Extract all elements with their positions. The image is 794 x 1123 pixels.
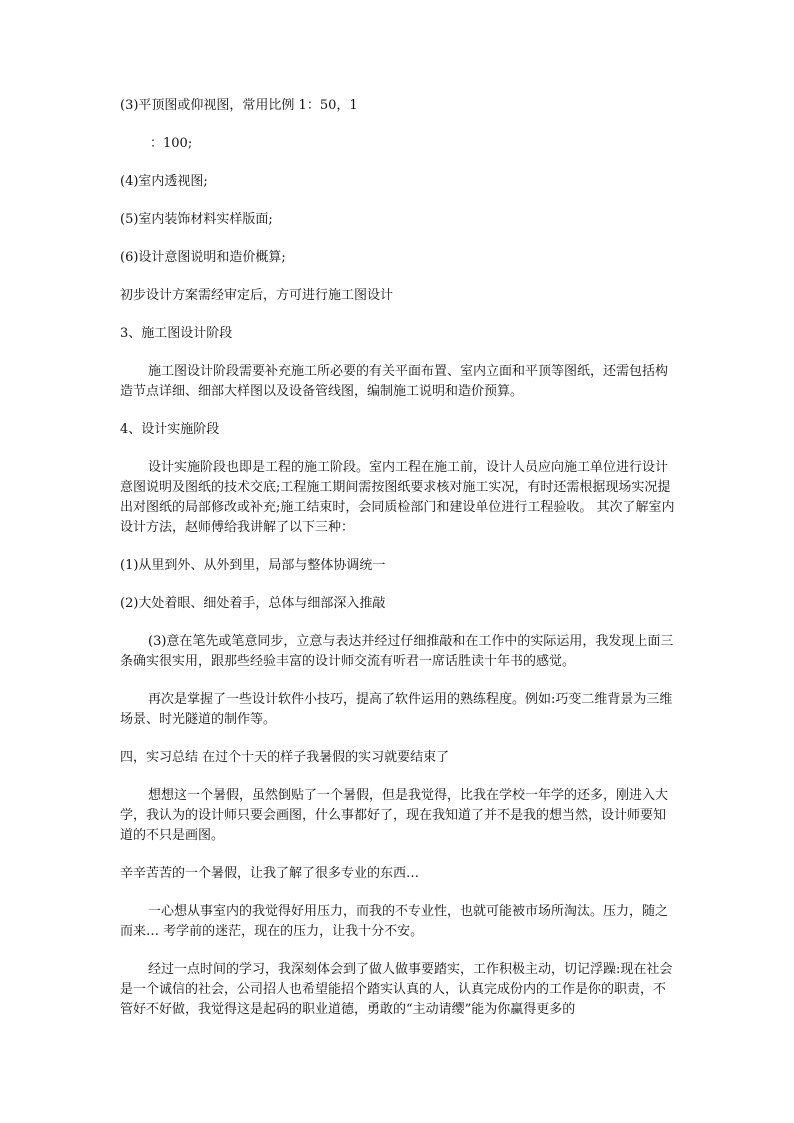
paragraph-work-attitude: 经过一点时间的学习，我深刻体会到了做人做事要踏实，工作积极主动，切记浮躁:现在社会是一个诚信的社会，公司招人也希望能招个踏实认真的人，认真完成份内的工作是你的职责，不管好不好做，我觉得这是起码的职业道德，勇敢的“主动请缨”能为你赢得更多的	[120, 962, 673, 1017]
paragraph-preliminary-approval: 初步设计方案需经审定后，方可进行施工图设计	[120, 288, 394, 303]
list-item-ceiling-plan-continuation: ：100;	[150, 136, 193, 151]
section-heading-summary: 四，实习总结 在过个十天的样子我暑假的实习就要结束了	[120, 750, 450, 765]
section-heading-implementation: 4、设计实施阶段	[120, 422, 220, 437]
paragraph-implementation: 设计实施阶段也即是工程的施工阶段。室内工程在施工前，设计人员应向施工单位进行设计意图说明及图纸的技术交底;工程施工期间需按图纸要求核对施工实况，有时还需根据现场实况提出对图纸的局部修改或补充;施工结束时，会同质检部门和建设单位进行工程验收。 其次了解室内设计方法，赵师傅给我讲解了以下三种：	[120, 460, 675, 535]
list-item-material-samples: (5)室内装饰材料实样版面;	[120, 212, 273, 227]
paragraph-summer-reflection: 想想这一个暑假，虽然倒贴了一个暑假，但是我觉得，比我在学校一年学的还多，刚进入大学，我认为的设计师只要会画图，什么事都好了，现在我知道了并不是我的想当然，设计师要知道的不只是画图。	[120, 788, 669, 843]
method-item-3: (3)意在笔先或笔意同步，立意与表达并经过仔细推敲和在工作中的实际运用，我发现上面三条确实很实用，跟那些经验丰富的设计师交流有听君一席话胜读十年书的感觉。	[120, 634, 674, 669]
section-heading-construction-drawing: 3、施工图设计阶段	[120, 326, 233, 341]
paragraph-pressure: 一心想从事室内的我觉得好用压力，而我的不专业性，也就可能被市场所淘汰。压力，随之而来… 考学前的迷茫，现在的压力，让我十分不安。	[120, 904, 669, 939]
paragraph-learned-a-lot: 辛辛苦苦的一个暑假，让我了解了很多专业的东西…	[120, 866, 420, 881]
method-item-1: (1)从里到外、从外到里，局部与整体协调统一	[120, 558, 386, 573]
list-item-design-intent: (6)设计意图说明和造价概算;	[120, 250, 286, 265]
paragraph-software-skills: 再次是掌握了一些设计软件小技巧，提高了软件运用的熟练程度。例如:巧变二维背景为三维场景、时光隧道的制作等。	[120, 692, 673, 727]
list-item-ceiling-plan: (3)平顶图或仰视图，常用比例 1：50，1	[120, 98, 358, 113]
paragraph-construction-drawing: 施工图设计阶段需要补充施工所必要的有关平面布置、室内立面和平顶等图纸，还需包括构造节点详细、细部大样图以及设备管线图，编制施工说明和造价预算。	[120, 364, 669, 399]
list-item-perspective-drawing: (4)室内透视图;	[120, 174, 208, 189]
method-item-2: (2)大处着眼、细处着手，总体与细部深入推敲	[120, 596, 386, 611]
